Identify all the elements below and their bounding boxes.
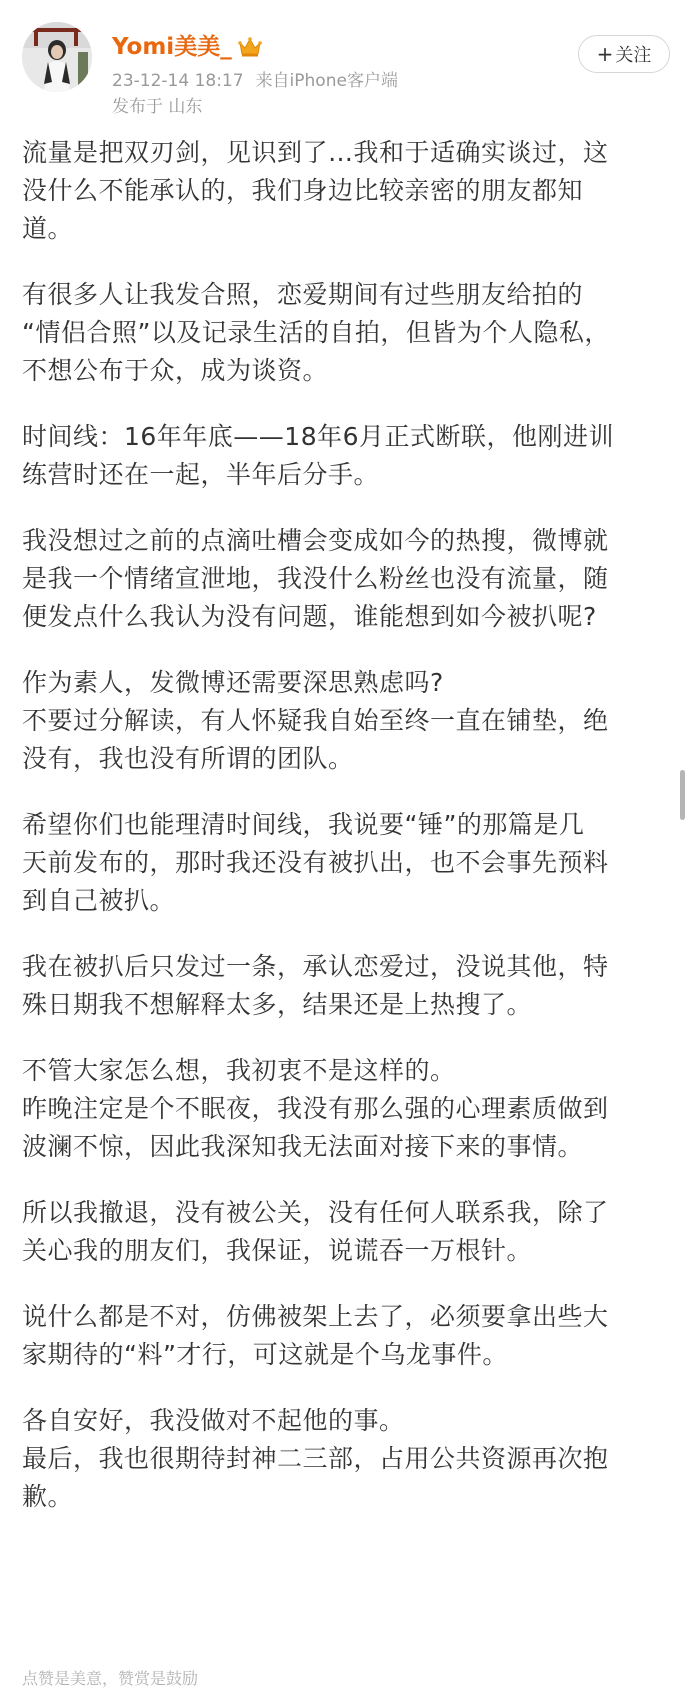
post-line: 时间线：16年年底——18年6月正式断联，他刚进训	[22, 422, 615, 451]
post-paragraph	[22, 1402, 662, 1516]
post-line: 说什么都是不对，仿佛被架上去了，必须要拿出些大	[22, 1302, 609, 1331]
post-line: 是我一个情绪宣泄地，我没什么粉丝也没有流量，随	[22, 564, 609, 593]
post-timestamp: 23-12-14 18:17	[112, 71, 244, 91]
post-line: 我在被扒后只发过一条，承认恋爱过，没说其他，特	[22, 952, 609, 981]
post-line: 不想公布于众，成为谈资。	[22, 356, 329, 385]
post-line: 波澜不惊，因此我深知我无法面对接下来的事情。	[22, 1132, 584, 1161]
post-line: 便发点什么我认为没有问题，谁能想到如今被扒呢?	[22, 602, 597, 631]
post-line: 有很多人让我发合照，恋爱期间有过些朋友给拍的	[22, 280, 584, 309]
post-line: 道。	[22, 214, 74, 243]
post-line: 作为素人，发微博还需要深思熟虑吗?	[22, 668, 444, 697]
post-paragraph	[22, 948, 662, 1024]
avatar[interactable]	[22, 22, 92, 92]
plus-icon: +	[596, 42, 614, 66]
post-source: 来自iPhone客户端	[255, 71, 398, 91]
post-location: 发布于 山东	[112, 97, 203, 117]
post-line: 到自己被扒。	[22, 886, 176, 915]
username-text[interactable]: Yomi美美_	[112, 34, 232, 60]
post-line: 关心我的朋友们，我保证，说谎吞一万根针。	[22, 1236, 533, 1265]
post-line: 流量是把双刃剑，见识到了…我和于适确实谈过，这	[22, 138, 609, 167]
post-paragraph	[22, 522, 662, 636]
post-line: 歉。	[22, 1482, 74, 1511]
follow-button[interactable]	[578, 35, 670, 73]
post-line: 没有，我也没有所谓的团队。	[22, 744, 354, 773]
post-paragraph	[22, 806, 662, 920]
username[interactable]	[112, 28, 262, 64]
crown-icon	[238, 36, 262, 64]
post-line: 不管大家怎么想，我初衷不是这样的。	[22, 1056, 456, 1085]
post-line: 我没想过之前的点滴吐槽会变成如今的热搜，微博就	[22, 526, 609, 555]
post-line: 最后，我也很期待封神二三部，占用公共资源再次抱	[22, 1444, 609, 1473]
post-line: 没什么不能承认的，我们身边比较亲密的朋友都知	[22, 176, 584, 205]
post-line: 不要过分解读，有人怀疑我自始至终一直在铺垫，绝	[22, 706, 609, 735]
post-meta	[112, 66, 398, 91]
follow-label: 关注	[615, 45, 652, 66]
post-paragraph	[22, 276, 662, 390]
post-line: 所以我撤退，没有被公关，没有任何人联系我，除了	[22, 1198, 609, 1227]
post-line: 天前发布的，那时我还没有被扒出，也不会事先预料	[22, 848, 609, 877]
post-paragraph	[22, 1194, 662, 1270]
post-paragraph	[22, 664, 662, 778]
avatar-image	[22, 22, 92, 92]
post-line: 练营时还在一起，半年后分手。	[22, 460, 380, 489]
post-line: 家期待的“料”才行，可这就是个乌龙事件。	[22, 1340, 508, 1369]
post-paragraph	[22, 1298, 662, 1374]
post-line: “情侣合照”以及记录生活的自拍，但皆为个人隐私，	[22, 318, 610, 347]
post-line: 昨晚注定是个不眠夜，我没有那么强的心理素质做到	[22, 1094, 609, 1123]
post-header	[0, 0, 690, 130]
footer-text: 点赞是美意，赞赏是鼓励	[22, 1669, 199, 1688]
post-line: 希望你们也能理清时间线，我说要“锤”的那篇是几	[22, 810, 585, 839]
post-line: 各自安好，我没做对不起他的事。	[22, 1406, 405, 1435]
post-paragraph	[22, 1052, 662, 1166]
post-paragraph	[22, 418, 662, 494]
post-body	[22, 134, 662, 1544]
post-paragraph	[22, 134, 662, 248]
post-line: 殊日期我不想解释太多，结果还是上热搜了。	[22, 990, 533, 1019]
scrollbar[interactable]	[680, 770, 685, 820]
